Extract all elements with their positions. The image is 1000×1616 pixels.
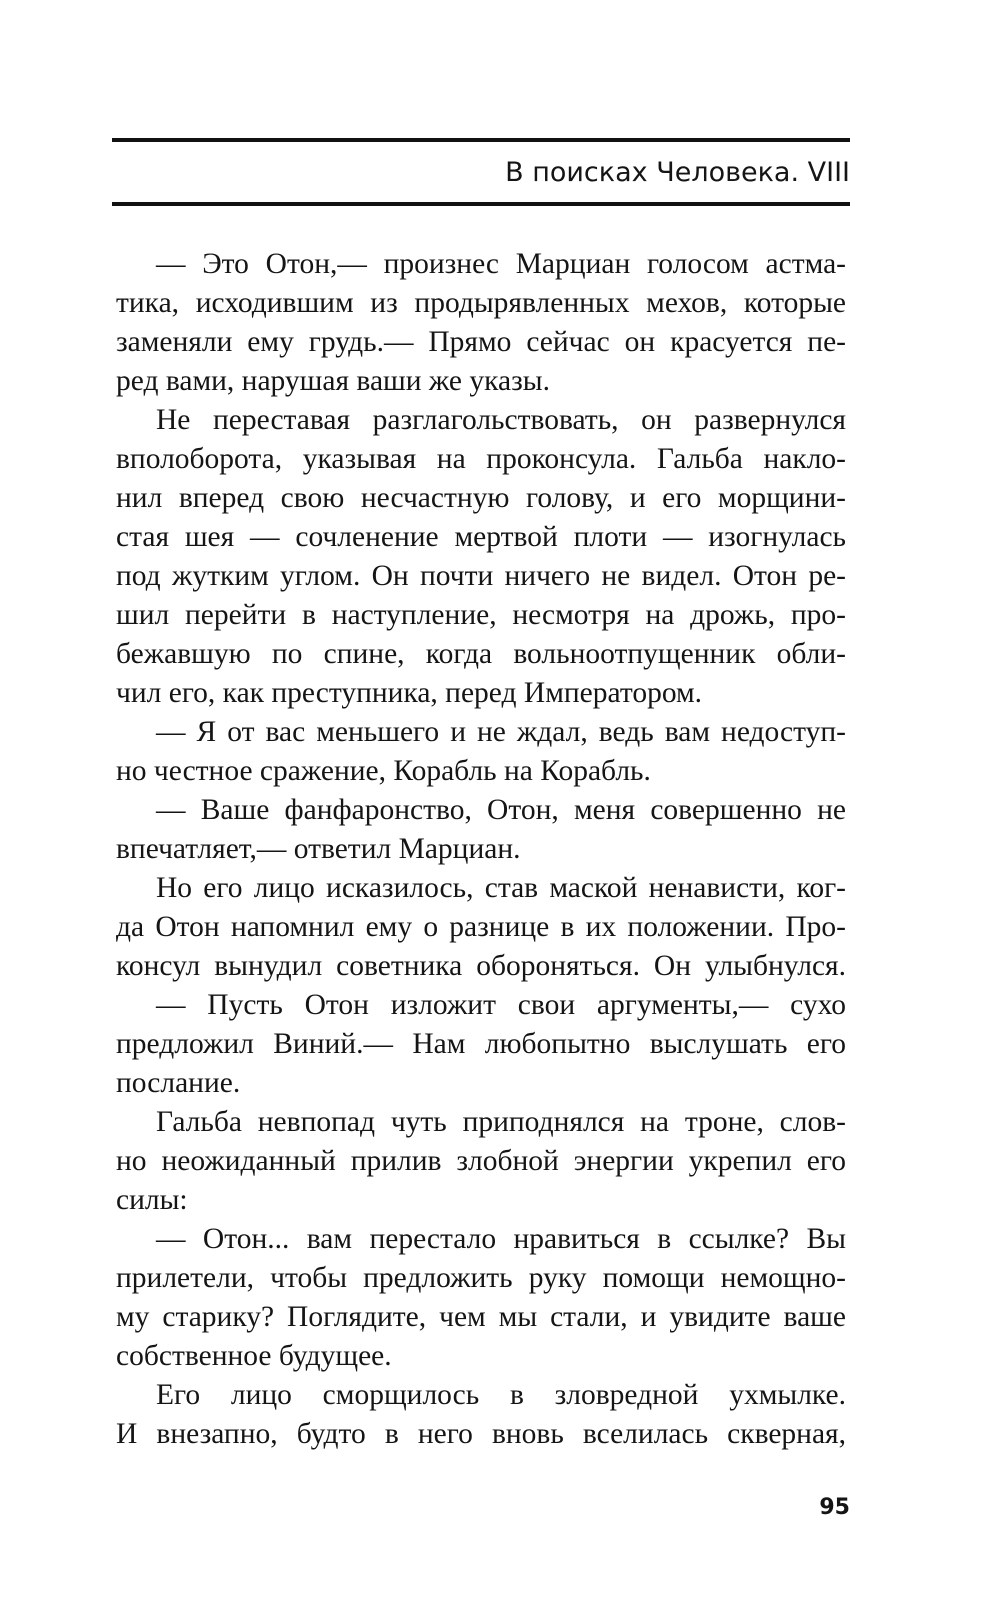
text-line: бежавшую по спине, когда вольноотпущенник обли- — [116, 638, 846, 670]
text-line: Не переставая разглагольствовать, он развернулся — [156, 404, 846, 436]
text-line: предложил Виний.— Нам любопытно выслушать его — [116, 1028, 846, 1060]
text-line: но неожиданный прилив злобной энергии укрепил его — [116, 1145, 846, 1177]
text-line: да Отон напомнил ему о разнице в их положении. Про- — [116, 911, 846, 943]
text-line: ред вами, нарушая ваши же указы. — [116, 365, 550, 397]
text-line: вполоборота, указывая на проконсула. Гальба накло- — [116, 443, 846, 475]
text-line: силы: — [116, 1184, 188, 1216]
text-line: заменяли ему грудь.— Прямо сейчас он красуется пе- — [116, 326, 846, 358]
text-line: — Это Отон,— произнес Марциан голосом астма- — [156, 248, 846, 280]
text-line: под жутким углом. Он почти ничего не видел. Отон ре- — [116, 560, 846, 592]
text-line: впечатляет,— ответил Марциан. — [116, 833, 521, 865]
text-line: Гальба невпопад чуть приподнялся на троне, слов- — [156, 1106, 846, 1138]
text-line: послание. — [116, 1067, 241, 1099]
text-line: шил перейти в наступление, несмотря на дрожь, про- — [116, 599, 846, 631]
text-line: — Ваше фанфаронство, Отон, меня совершенно не — [156, 794, 846, 826]
text-line: И внезапно, будто в него вновь вселилась скверная, — [116, 1418, 846, 1450]
text-line: консул вынудил советника обороняться. Он улыбнулся. — [116, 950, 846, 982]
text-line: собственное будущее. — [116, 1340, 392, 1372]
text-line: нил вперед свою несчастную голову, и его морщини- — [116, 482, 846, 514]
text-line: тика, исходившим из продырявленных мехов, которые — [116, 287, 846, 319]
text-line: но честное сражение, Корабль на Корабль. — [116, 755, 651, 787]
text-line: — Пусть Отон изложит свои аргументы,— сухо — [156, 989, 846, 1021]
running-head — [112, 138, 850, 206]
text-line: прилетели, чтобы предложить руку помощи немощно- — [116, 1262, 846, 1294]
running-head-title: В поисках Человека. VIII — [505, 157, 850, 188]
text-line: — Отон... вам перестало нравиться в ссылке? Вы — [156, 1223, 846, 1255]
text-line: Но его лицо исказилось, став маской ненависти, ког- — [156, 872, 846, 904]
text-line: стая шея — сочленение мертвой плоти — изогнулась — [116, 521, 846, 553]
page-number: 95 — [819, 1495, 850, 1520]
text-line: чил его, как преступника, перед Императором. — [116, 677, 703, 709]
body-text — [116, 245, 846, 1454]
text-line: му старику? Поглядите, чем мы стали, и увидите ваше — [116, 1301, 846, 1333]
text-line: — Я от вас меньшего и не ждал, ведь вам недоступ- — [156, 716, 846, 748]
text-line: Его лицо сморщилось в зловредной ухмылке. — [156, 1379, 846, 1411]
